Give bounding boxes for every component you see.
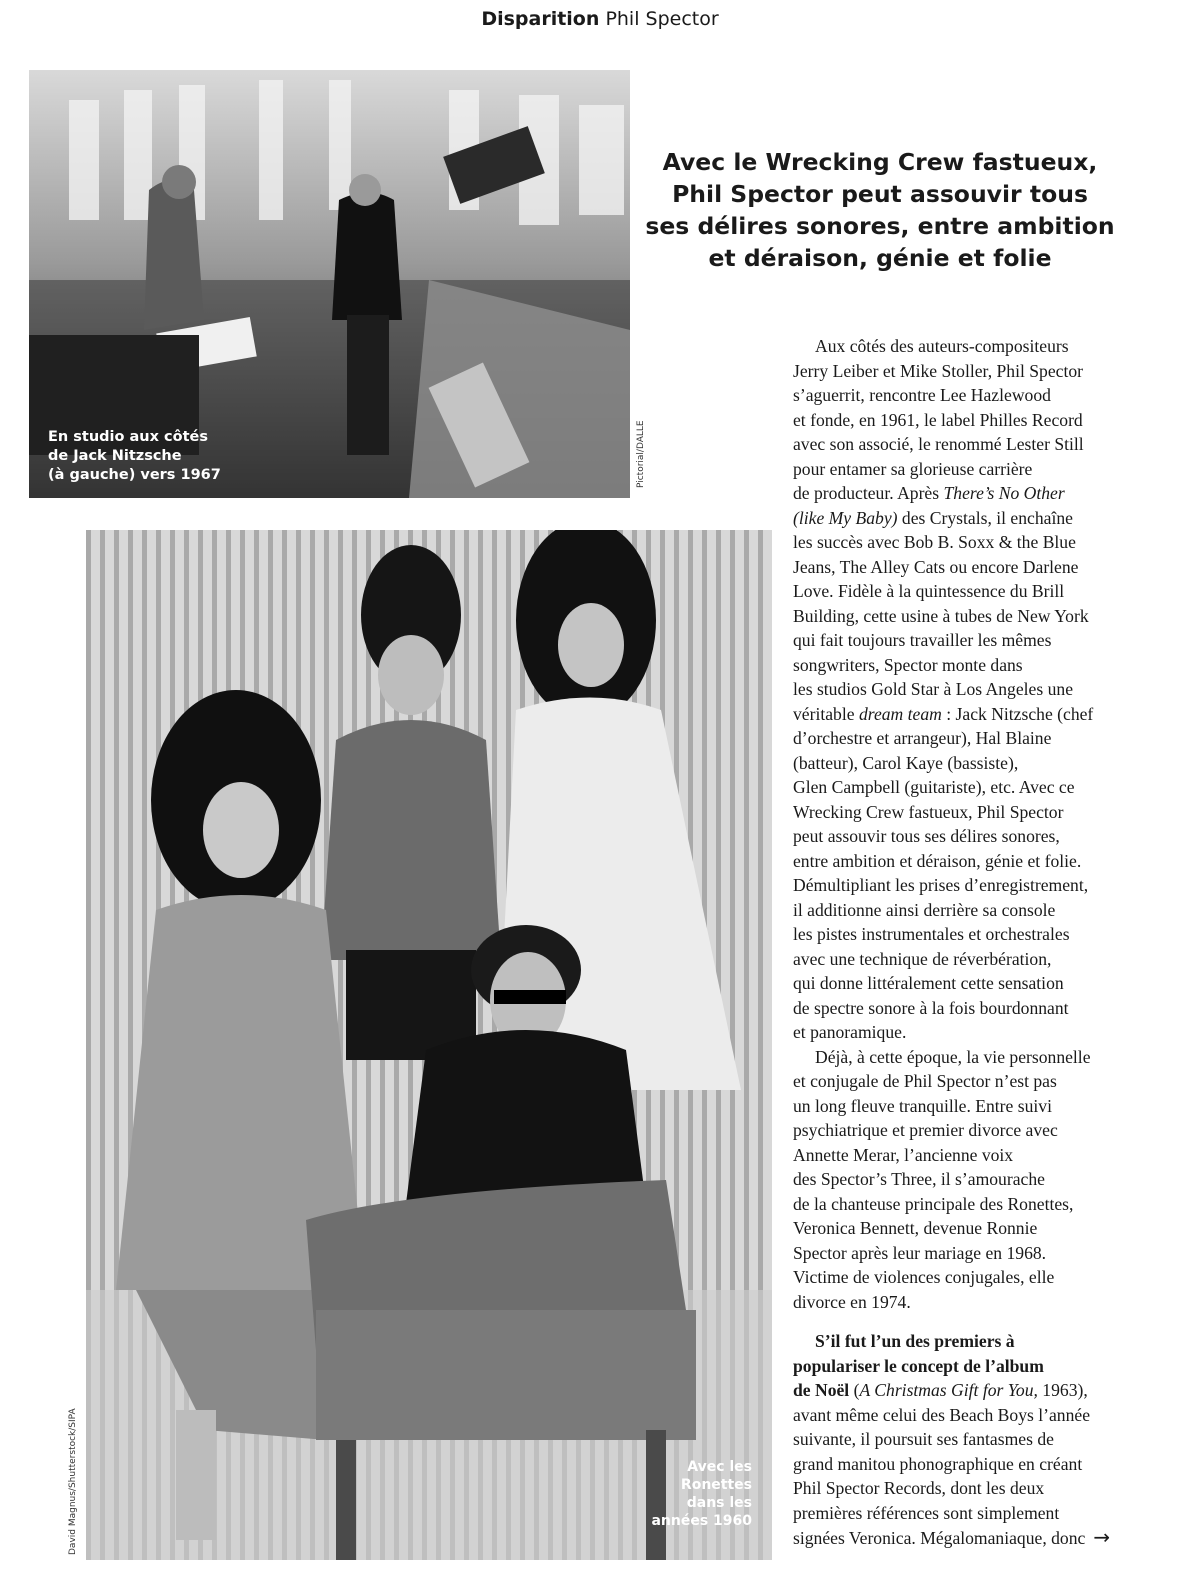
article-line: Annette Merar, l’ancienne voix — [793, 1144, 1014, 1165]
article-line: avant même celui des Beach Boys l’année — [793, 1404, 1091, 1425]
studio-photo-caption — [48, 428, 268, 485]
article-line: Veronica Bennett, devenue Ronnie — [793, 1218, 1038, 1238]
article-line: les succès avec Bob B. Soxx & the Blue — [793, 532, 1076, 552]
article-line: avec une technique de réverbération, — [793, 948, 1052, 969]
article-line: avec son associé, le renommé Lester Still — [793, 434, 1084, 454]
text-run: des Crystals, il enchaîne — [897, 507, 1073, 528]
article-line: et panoramique. — [793, 1022, 907, 1042]
text-run: ( — [849, 1380, 860, 1400]
article-line: et fonde, en 1961, le label Philles Record — [793, 409, 1083, 430]
lead-in-bold: de Noël — [793, 1380, 850, 1400]
text-run: 1963), — [1037, 1380, 1088, 1400]
ronettes-photo-image — [86, 530, 772, 1560]
pull-quote-line: ses délires sonores, entre ambition — [645, 212, 1115, 240]
lead-in-bold: populariser le concept de l’album — [793, 1355, 1044, 1376]
article-line: entre ambition et déraison, génie et folie. — [793, 850, 1082, 871]
pull-quote — [640, 146, 1120, 274]
article-line: il additionne ainsi derrière sa console — [793, 899, 1056, 920]
article-line: Déjà, à cette époque, la vie personnelle — [815, 1046, 1091, 1067]
pull-quote-line: Avec le Wrecking Crew fastueux, — [662, 148, 1098, 176]
article-line: Spector après leur mariage en 1968. — [793, 1242, 1047, 1263]
article-line: Building, cette usine à tubes de New York — [793, 605, 1089, 626]
ronettes-photo — [86, 530, 772, 1560]
article-line: Glen Campbell (guitariste), etc. Avec ce — [793, 777, 1075, 797]
article-line — [793, 702, 1173, 727]
article-body — [793, 334, 1173, 1550]
article-line: qui fait toujours travailler les mêmes — [793, 630, 1052, 650]
article-line: Jeans, The Alley Cats ou encore Darlene — [793, 556, 1079, 577]
article-line: des Spector’s Three, il s’amourache — [793, 1169, 1045, 1189]
caption-line: de Jack Nitzsche — [48, 448, 182, 464]
article-line: un long fleuve tranquille. Entre suivi — [793, 1095, 1052, 1116]
article-line: songwriters, Spector monte dans — [793, 654, 1023, 675]
lead-in-bold: S’il fut l’un des premiers à — [815, 1331, 1015, 1351]
caption-line: En studio aux côtés — [48, 429, 208, 445]
article-line — [793, 1525, 1173, 1550]
article-line — [793, 481, 1173, 506]
caption-line: années 1960 — [651, 1513, 752, 1529]
article-line: Phil Spector Records, dont les deux — [793, 1478, 1045, 1498]
paragraph-gap — [793, 1314, 1173, 1329]
song-title: (like My Baby) — [793, 507, 898, 528]
ronettes-photo-credit: David Magnus/Shutterstock/SIPA — [68, 1408, 78, 1555]
caption-line: Ronettes — [680, 1477, 752, 1493]
album-title: A Christmas Gift for You, — [859, 1380, 1038, 1400]
article-line — [793, 1354, 1173, 1379]
running-head — [0, 8, 1200, 30]
article-line — [793, 1329, 1173, 1354]
article-line: et conjugale de Phil Spector n’est pas — [793, 1071, 1057, 1091]
article-line: Aux côtés des auteurs-compositeurs — [815, 336, 1069, 356]
ronettes-photo-caption — [640, 1458, 752, 1530]
song-title: There’s No Other — [943, 483, 1065, 503]
italic-term: dream team — [858, 703, 942, 724]
pull-quote-line: Phil Spector peut assouvir tous — [672, 180, 1088, 208]
article-line: de spectre sonore à la fois bourdonnant — [793, 997, 1069, 1018]
continue-arrow-icon: → — [1093, 1525, 1111, 1549]
article-line: s’aguerrit, rencontre Lee Hazlewood — [793, 385, 1051, 405]
article-line — [793, 506, 1173, 531]
article-line: Jerry Leiber et Mike Stoller, Phil Spector — [793, 360, 1084, 381]
article-line: premières références sont simplement — [793, 1502, 1060, 1523]
article-line: d’orchestre et arrangeur), Hal Blaine — [793, 728, 1052, 748]
article-line — [793, 1378, 1173, 1403]
article-line: pour entamer sa glorieuse carrière — [793, 458, 1033, 479]
article-line: psychiatrique et premier divorce avec — [793, 1120, 1058, 1140]
article-line: peut assouvir tous ses délires sonores, — [793, 826, 1060, 846]
article-line: (batteur), Carol Kaye (bassiste), — [793, 752, 1019, 773]
article-line: Victime de violences conjugales, elle — [793, 1267, 1055, 1287]
caption-line: Avec les — [687, 1459, 752, 1475]
article-line: Love. Fidèle à la quintessence du Brill — [793, 581, 1065, 601]
article-line: les pistes instrumentales et orchestrales — [793, 924, 1070, 944]
article-line: suivante, il poursuit ses fantasmes de — [793, 1429, 1054, 1449]
caption-line: (à gauche) vers 1967 — [48, 467, 221, 483]
article-line: Wrecking Crew fastueux, Phil Spector — [793, 801, 1064, 822]
article-line: divorce en 1974. — [793, 1291, 911, 1312]
article-line: Démultipliant les prises d’enregistrement, — [793, 875, 1089, 895]
studio-photo-credit: Pictorial/DALLE — [636, 420, 646, 488]
article-line: grand manitou phonographique en créant — [793, 1453, 1083, 1474]
pull-quote-line: et déraison, génie et folie — [708, 244, 1052, 272]
text-run: véritable — [793, 703, 859, 724]
article-line: de la chanteuse principale des Ronettes, — [793, 1193, 1074, 1214]
article-line: les studios Gold Star à Los Angeles une — [793, 679, 1074, 699]
subject-label: Phil Spector — [605, 8, 719, 30]
article-line: qui donne littéralement cette sensation — [793, 973, 1064, 993]
text-run: signées Veronica. Mégalomaniaque, donc — [793, 1528, 1086, 1548]
text-run: de producteur. Après — [793, 483, 944, 503]
text-run: : Jack Nitzsche (chef — [941, 703, 1094, 724]
caption-line: dans les — [686, 1495, 752, 1511]
section-label: Disparition — [481, 8, 600, 30]
